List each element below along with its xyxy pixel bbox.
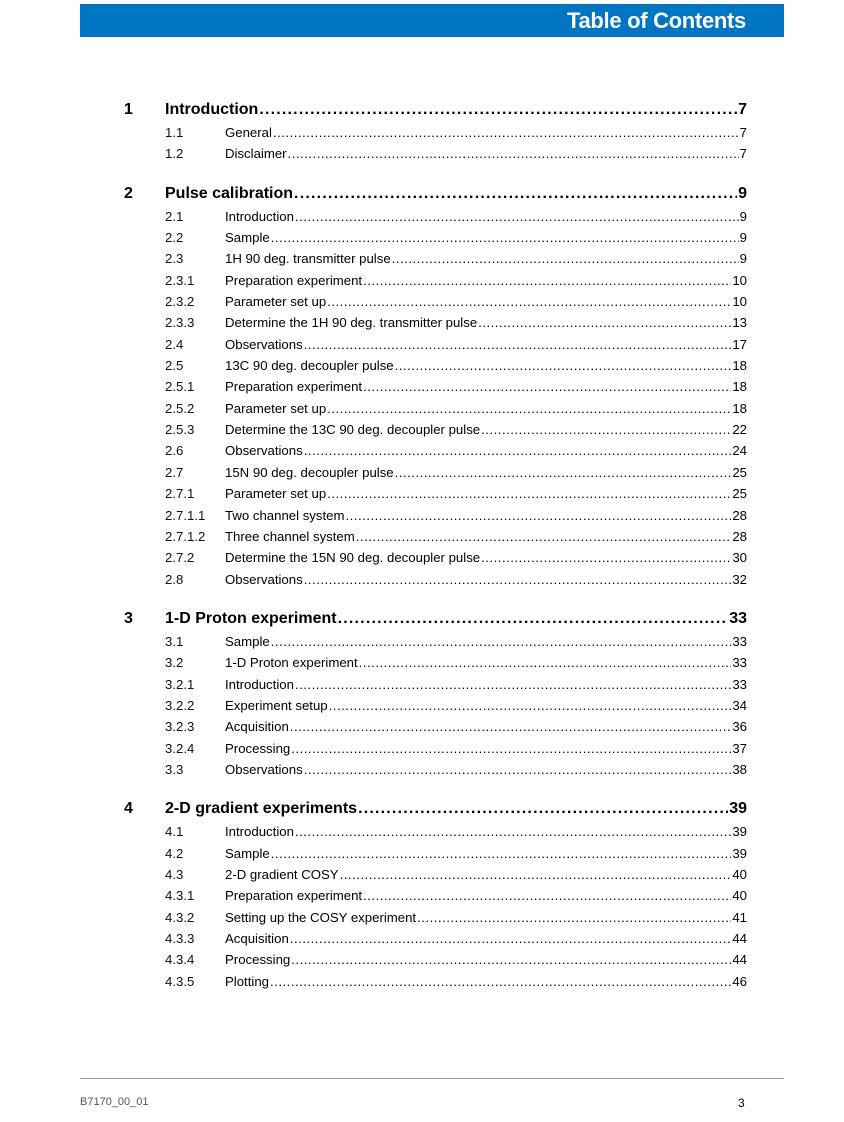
- dot-leader: [345, 508, 731, 523]
- dot-leader: [338, 610, 729, 628]
- section-page-number[interactable]: 33: [732, 676, 747, 692]
- section-page-number[interactable]: 10: [732, 294, 747, 310]
- dot-leader: [295, 824, 731, 839]
- section-page-number[interactable]: 44: [732, 931, 747, 946]
- dot-leader: [392, 251, 739, 266]
- section-number: 2.3.2: [165, 294, 195, 310]
- section-number: 4.3.1: [165, 888, 195, 904]
- toc-section-entry[interactable]: [0, 419, 844, 440]
- section-number: 2.7.1.1: [165, 507, 206, 523]
- toc-chapter-entry[interactable]: [0, 182, 844, 206]
- chapter-spacer: [0, 780, 844, 797]
- section-title[interactable]: Introduction: [225, 676, 294, 692]
- toc-section-entry[interactable]: [0, 505, 844, 526]
- toc-section-entry[interactable]: [0, 355, 844, 376]
- section-title[interactable]: Determine the 1H 90 deg. transmitter pulse: [225, 315, 478, 331]
- dot-leader: [481, 550, 731, 565]
- toc-section-entry[interactable]: [0, 971, 844, 992]
- section-title[interactable]: Observations: [225, 761, 303, 777]
- dot-leader: [294, 185, 737, 203]
- section-page-number[interactable]: 40: [732, 866, 747, 882]
- dot-leader: [271, 230, 739, 245]
- section-number: 2.4: [165, 336, 184, 352]
- chapter-number: 4: [124, 800, 133, 818]
- section-number: 4.2: [165, 845, 184, 861]
- section-title[interactable]: Three channel system: [225, 528, 355, 544]
- section-title[interactable]: Sample: [225, 845, 270, 861]
- toc-section-entry[interactable]: [0, 270, 844, 291]
- dot-leader: [478, 315, 731, 330]
- dot-leader: [359, 655, 732, 670]
- dot-leader: [304, 337, 732, 352]
- toc-section-entry[interactable]: [0, 547, 844, 568]
- dot-leader: [363, 888, 731, 903]
- dot-leader: [270, 974, 731, 989]
- section-number: 2.3.3: [165, 315, 195, 331]
- footer-page-number: 3: [738, 1096, 745, 1110]
- section-number: 2.7.1: [165, 486, 195, 502]
- toc-section-entry[interactable]: [0, 526, 844, 547]
- section-page-number[interactable]: 39: [732, 824, 747, 840]
- chapter-title[interactable]: 2-D gradient experiments: [165, 800, 358, 818]
- section-title[interactable]: Observations: [225, 571, 303, 587]
- section-number: 3.1: [165, 633, 184, 649]
- section-title[interactable]: Observations: [225, 336, 303, 352]
- section-title[interactable]: 2-D gradient COSY: [225, 866, 339, 882]
- section-number: 4.3.5: [165, 973, 195, 989]
- section-number: 2.5.2: [165, 400, 195, 416]
- section-title[interactable]: 1H 90 deg. transmitter pulse: [225, 251, 391, 267]
- section-page-number[interactable]: 28: [732, 507, 747, 523]
- section-number: 3.2.1: [165, 676, 195, 692]
- dot-leader: [327, 401, 731, 416]
- header-bar: [80, 4, 784, 37]
- section-page-number[interactable]: 24: [732, 443, 747, 459]
- page-title: Table of Contents: [566, 8, 746, 33]
- section-number: 1.1: [165, 125, 184, 140]
- section-title[interactable]: Parameter set up: [225, 294, 327, 310]
- section-page-number[interactable]: 34: [732, 697, 747, 713]
- toc-section-entry[interactable]: [0, 864, 844, 885]
- section-number: 2.7.2: [165, 550, 195, 566]
- section-page-number[interactable]: 9: [739, 251, 747, 267]
- section-title[interactable]: 1-D Proton experiment: [225, 655, 358, 671]
- section-number: 2.7: [165, 464, 184, 480]
- toc-section-entry[interactable]: [0, 227, 844, 248]
- section-title[interactable]: Observations: [225, 443, 303, 459]
- section-title[interactable]: Processing: [225, 740, 291, 756]
- toc-section-entry[interactable]: [0, 907, 844, 928]
- dot-leader: [395, 358, 732, 373]
- toc-section-entry[interactable]: [0, 462, 844, 483]
- footer-divider: [80, 1078, 784, 1079]
- section-title[interactable]: Parameter set up: [225, 400, 327, 416]
- section-title[interactable]: Determine the 13C 90 deg. decoupler pulse: [225, 422, 481, 438]
- dot-leader: [304, 572, 732, 587]
- section-page-number[interactable]: 9: [739, 230, 747, 246]
- section-number: 3.2.4: [165, 740, 195, 756]
- footer-doc-id: B7170_00_01: [80, 1096, 149, 1108]
- dot-leader: [291, 952, 731, 967]
- chapter-title[interactable]: 1-D Proton experiment: [165, 609, 337, 627]
- section-number: 2.7.1.2: [165, 528, 206, 544]
- section-page-number[interactable]: 37: [732, 740, 747, 756]
- section-title[interactable]: Sample: [225, 633, 270, 649]
- dot-leader: [417, 910, 731, 925]
- dot-leader: [295, 209, 739, 224]
- dot-leader: [363, 273, 731, 288]
- section-number: 2.6: [165, 443, 184, 459]
- section-page-number[interactable]: 17: [732, 336, 747, 352]
- toc-section-entry[interactable]: [0, 569, 844, 590]
- toc-section-entry[interactable]: [0, 885, 844, 906]
- toc-section-entry[interactable]: [0, 821, 844, 842]
- toc-section-entry[interactable]: [0, 716, 844, 737]
- section-page-number[interactable]: 18: [732, 400, 747, 416]
- chapter-page-number[interactable]: 7: [738, 101, 747, 118]
- dot-leader: [304, 443, 732, 458]
- toc-section-entry[interactable]: [0, 949, 844, 970]
- section-page-number[interactable]: 46: [732, 973, 747, 989]
- toc-section-entry[interactable]: [0, 483, 844, 504]
- section-number: 1.2: [165, 146, 184, 162]
- section-title[interactable]: Disclaimer: [225, 146, 287, 162]
- toc-section-entry[interactable]: [0, 928, 844, 949]
- section-number: 3.3: [165, 761, 184, 777]
- section-page-number[interactable]: 22: [732, 422, 747, 438]
- toc-chapter-entry[interactable]: [0, 797, 844, 821]
- section-page-number[interactable]: 41: [732, 909, 747, 925]
- chapter-number: 3: [124, 609, 133, 627]
- section-title[interactable]: Setting up the COSY experiment: [225, 909, 417, 925]
- section-number: 4.3.4: [165, 952, 195, 968]
- section-title[interactable]: Parameter set up: [225, 486, 327, 502]
- chapter-number: 2: [124, 184, 133, 202]
- toc-section-entry[interactable]: [0, 738, 844, 759]
- section-title[interactable]: Acquisition: [225, 931, 289, 946]
- section-title[interactable]: Preparation experiment: [225, 379, 363, 395]
- section-page-number[interactable]: 18: [732, 358, 747, 374]
- section-page-number[interactable]: 28: [732, 528, 747, 544]
- dot-leader: [363, 379, 731, 394]
- section-title[interactable]: Introduction: [225, 824, 294, 840]
- chapter-number: 1: [124, 101, 133, 118]
- toc-section-entry[interactable]: [0, 291, 844, 312]
- table-of-contents: [0, 98, 844, 992]
- section-number: 2.5: [165, 358, 184, 374]
- dot-leader: [271, 846, 732, 861]
- section-number: 2.8: [165, 571, 184, 587]
- toc-section-entry[interactable]: [0, 376, 844, 397]
- section-title[interactable]: 15N 90 deg. decoupler pulse: [225, 464, 394, 480]
- chapter-page-number[interactable]: 9: [738, 184, 747, 202]
- dot-leader: [356, 529, 732, 544]
- toc-section-entry[interactable]: [0, 631, 844, 652]
- section-number: 4.3.2: [165, 909, 195, 925]
- toc-section-entry[interactable]: [0, 652, 844, 673]
- section-title[interactable]: Preparation experiment: [225, 272, 363, 288]
- dot-leader: [288, 146, 739, 161]
- section-page-number[interactable]: 39: [732, 845, 747, 861]
- section-number: 2.5.3: [165, 422, 195, 438]
- section-page-number[interactable]: 36: [732, 719, 747, 735]
- dot-leader: [358, 800, 728, 818]
- section-page-number[interactable]: 25: [732, 464, 747, 480]
- section-number: 3.2.2: [165, 697, 195, 713]
- section-number: 2.1: [165, 208, 184, 224]
- toc-chapter-entry[interactable]: [0, 607, 844, 631]
- dot-leader: [259, 101, 737, 119]
- dot-leader: [290, 931, 732, 946]
- chapter-page-number[interactable]: 33: [729, 609, 747, 627]
- section-page-number[interactable]: 38: [732, 761, 747, 777]
- section-page-number[interactable]: 9: [739, 208, 747, 224]
- toc-section-entry[interactable]: [0, 674, 844, 695]
- toc-section-entry[interactable]: [0, 440, 844, 461]
- section-page-number[interactable]: 25: [732, 486, 747, 502]
- dot-leader: [291, 741, 731, 756]
- toc-section-entry[interactable]: [0, 334, 844, 355]
- dot-leader: [340, 867, 732, 882]
- section-number: 4.3.3: [165, 931, 195, 946]
- dot-leader: [329, 698, 732, 713]
- chapter-title[interactable]: Introduction: [165, 101, 259, 118]
- section-page-number[interactable]: 7: [739, 146, 747, 162]
- section-page-number[interactable]: 44: [732, 952, 747, 968]
- section-title[interactable]: Processing: [225, 952, 291, 968]
- section-title[interactable]: Plotting: [225, 973, 269, 989]
- dot-leader: [481, 422, 731, 437]
- section-page-number[interactable]: 18: [732, 379, 747, 395]
- toc-section-entry[interactable]: [0, 143, 844, 164]
- section-number: 4.1: [165, 824, 184, 840]
- section-page-number[interactable]: 32: [732, 571, 747, 587]
- section-title[interactable]: Preparation experiment: [225, 888, 363, 904]
- dot-leader: [271, 634, 732, 649]
- section-number: 2.3: [165, 251, 184, 267]
- dot-leader: [327, 294, 731, 309]
- section-page-number[interactable]: 33: [732, 633, 747, 649]
- section-title[interactable]: Determine the 15N 90 deg. decoupler pulse: [225, 550, 481, 566]
- toc-section-entry[interactable]: [0, 206, 844, 227]
- dot-leader: [273, 125, 739, 140]
- dot-leader: [395, 465, 732, 480]
- dot-leader: [290, 719, 732, 734]
- section-number: 2.3.1: [165, 272, 195, 288]
- section-page-number[interactable]: 7: [739, 125, 747, 140]
- section-number: 4.3: [165, 866, 184, 882]
- section-page-number[interactable]: 13: [732, 315, 747, 331]
- chapter-spacer: [0, 590, 844, 607]
- toc-section-entry[interactable]: [0, 312, 844, 333]
- section-page-number[interactable]: 33: [732, 655, 747, 671]
- section-title[interactable]: Experiment setup: [225, 697, 328, 713]
- toc-chapter-entry[interactable]: [0, 98, 844, 122]
- section-number: 3.2.3: [165, 719, 195, 735]
- toc-section-entry[interactable]: [0, 122, 844, 143]
- section-title[interactable]: 13C 90 deg. decoupler pulse: [225, 358, 394, 374]
- section-title[interactable]: Two channel system: [225, 507, 345, 523]
- section-title[interactable]: Introduction: [225, 208, 294, 224]
- dot-leader: [327, 486, 731, 501]
- section-page-number[interactable]: 10: [732, 272, 747, 288]
- chapter-spacer: [0, 165, 844, 182]
- toc-section-entry[interactable]: [0, 248, 844, 269]
- dot-leader: [304, 762, 732, 777]
- section-page-number[interactable]: 30: [732, 550, 747, 566]
- section-page-number[interactable]: 40: [732, 888, 747, 904]
- toc-section-entry[interactable]: [0, 695, 844, 716]
- toc-section-entry[interactable]: [0, 843, 844, 864]
- toc-section-entry[interactable]: [0, 759, 844, 780]
- section-title[interactable]: Acquisition: [225, 719, 289, 735]
- section-title[interactable]: General: [225, 125, 272, 140]
- section-number: 2.5.1: [165, 379, 195, 395]
- chapter-title[interactable]: Pulse calibration: [165, 184, 294, 202]
- toc-section-entry[interactable]: [0, 398, 844, 419]
- section-number: 3.2: [165, 655, 184, 671]
- dot-leader: [295, 677, 731, 692]
- section-title[interactable]: Sample: [225, 230, 270, 246]
- chapter-page-number[interactable]: 39: [729, 800, 747, 818]
- section-number: 2.2: [165, 230, 184, 246]
